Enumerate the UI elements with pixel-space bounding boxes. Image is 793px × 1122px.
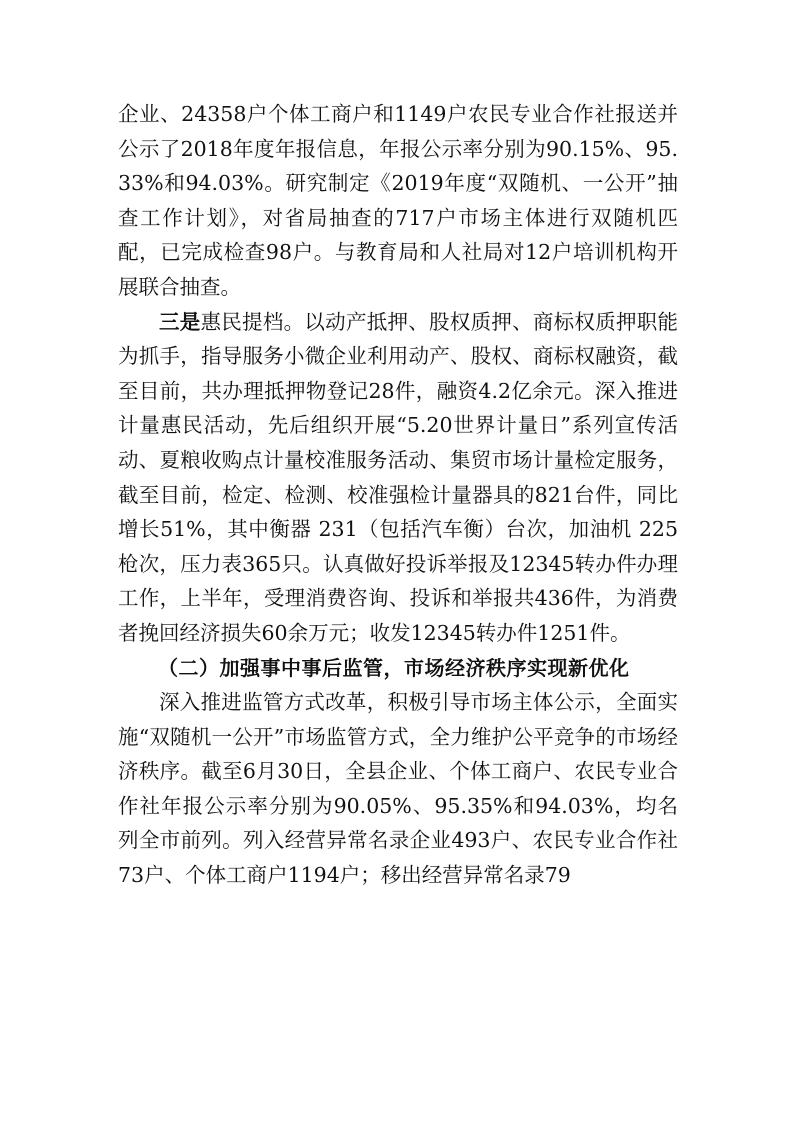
section-heading: （二）加强事中事后监管，市场经济秩序实现新优化 bbox=[158, 655, 630, 680]
paragraph-continued: 企业、24358户个体工商户和1149户农民专业合作社报送并公示了2018年度年报信息，年报公示率分别为90.15%、95.33%和94.03%。研究制定《2019年度“双随机、一公开”抽查工作计划》，对省局抽查的717户市场主体进行双随机匹配，已完成检查98户。与教育局和人社局对12户培训机构开展联合抽查。 bbox=[118, 102, 678, 299]
paragraph-supervision: 深入推进监管方式改革，积极引导市场主体公示，全面实施“双随机一公开”市场监管方式，全力维护公平竞争的市场经济秩序。截至6月30日，全县企业、个体工商户、农民专业合作社年报公示率分别为90.05%、95.35%和94.03%，均名列全市前列。列入经营异常名录企业493户、农民专业合作社73户、个体工商户1194户；移出经营异常名录79 bbox=[118, 690, 678, 888]
paragraph-huimin bbox=[118, 305, 678, 651]
paragraph-lead: 三是 bbox=[159, 309, 201, 334]
document-page bbox=[118, 97, 678, 893]
paragraph-body: 惠民提档。以动产抵押、股权质押、商标权质押职能为抓手，指导服务小微企业利用动产、股权、商标权融资，截至目前，共办理抵押物登记28件，融资4.2亿余元。深入推进计量惠民活动，先后组织开展“5.20世界计量日”系列宣传活动、夏粮收购点计量校准服务活动、集贸市场计量检定服务，截至目前，检定、检测、校准强检计量器具的821台件，同比增长51%，其中衡器 231（包括汽车衡）台次，加油机 225枪次，压力表365只。认真做好投诉举报及12345转办件办理工作，上半年，受理消费咨询、投诉和举报共436件，为消费者挽回经济损失60余万元；收发12345转办件1251件。 bbox=[118, 309, 679, 645]
